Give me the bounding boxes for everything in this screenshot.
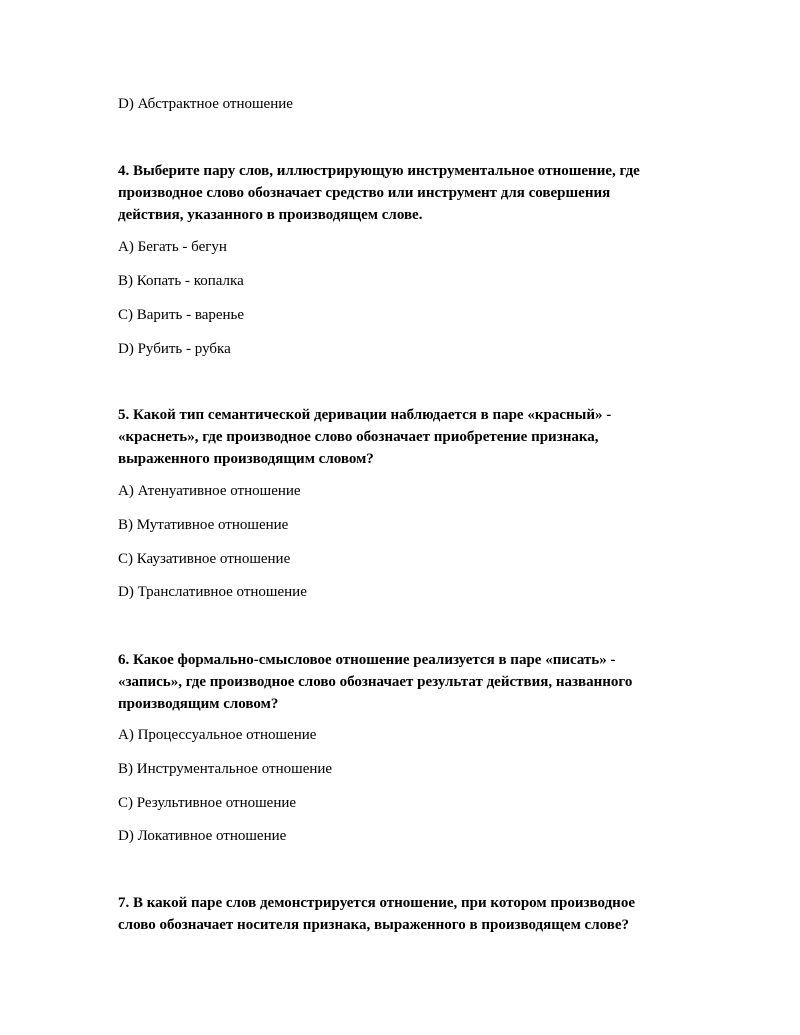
question-6-option-a: A) Процессуальное отношение	[118, 727, 317, 743]
question-5	[118, 404, 688, 470]
question-4-line-2: производное слово обозначает средство или инструмент для совершения	[118, 185, 611, 201]
question-5-option-a: A) Атенуативное отношение	[118, 483, 301, 499]
question-4-line-3: действия, указанного в производящем слове.	[118, 207, 423, 223]
question-5-option-b: B) Мутативное отношение	[118, 517, 289, 533]
question-4-line-1: 4. Выберите пару слов, иллюстрирующую инструментальное отношение, где	[118, 163, 640, 179]
question-6	[118, 649, 688, 715]
question-5-option-c: C) Каузативное отношение	[118, 551, 291, 567]
question-4-option-c: C) Варить - варенье	[118, 307, 245, 323]
question-4	[118, 160, 688, 226]
question-4-option-a: A) Бегать - бегун	[118, 239, 227, 255]
question-5-line-1: 5. Какой тип семантической деривации наблюдается в паре «красный» -	[118, 407, 612, 423]
question-6-option-b: B) Инструментальное отношение	[118, 761, 333, 777]
question-4-option-b: B) Копать - копалка	[118, 273, 244, 289]
question-5-line-3: выраженного производящим словом?	[118, 451, 374, 467]
question-5-line-2: «краснеть», где производное слово обозначает приобретение признака,	[118, 429, 599, 445]
question-6-line-2: «запись», где производное слово обозначает результат действия, названного	[118, 674, 633, 690]
question-6-option-d: D) Локативное отношение	[118, 828, 287, 844]
question-7-line-1: 7. В какой паре слов демонстрируется отношение, при котором производное	[118, 895, 635, 911]
option-prev-d: D) Абстрактное отношение	[118, 96, 293, 112]
question-5-option-d: D) Транслативное отношение	[118, 584, 307, 600]
question-6-line-1: 6. Какое формально-смысловое отношение реализуется в паре «писать» -	[118, 652, 616, 668]
question-6-line-3: производящим словом?	[118, 696, 279, 712]
question-6-option-c: C) Результивное отношение	[118, 795, 297, 811]
question-7-line-2: слово обозначает носителя признака, выраженного в производящем слове?	[118, 917, 630, 933]
question-4-option-d: D) Рубить - рубка	[118, 341, 231, 357]
question-7	[118, 892, 688, 936]
